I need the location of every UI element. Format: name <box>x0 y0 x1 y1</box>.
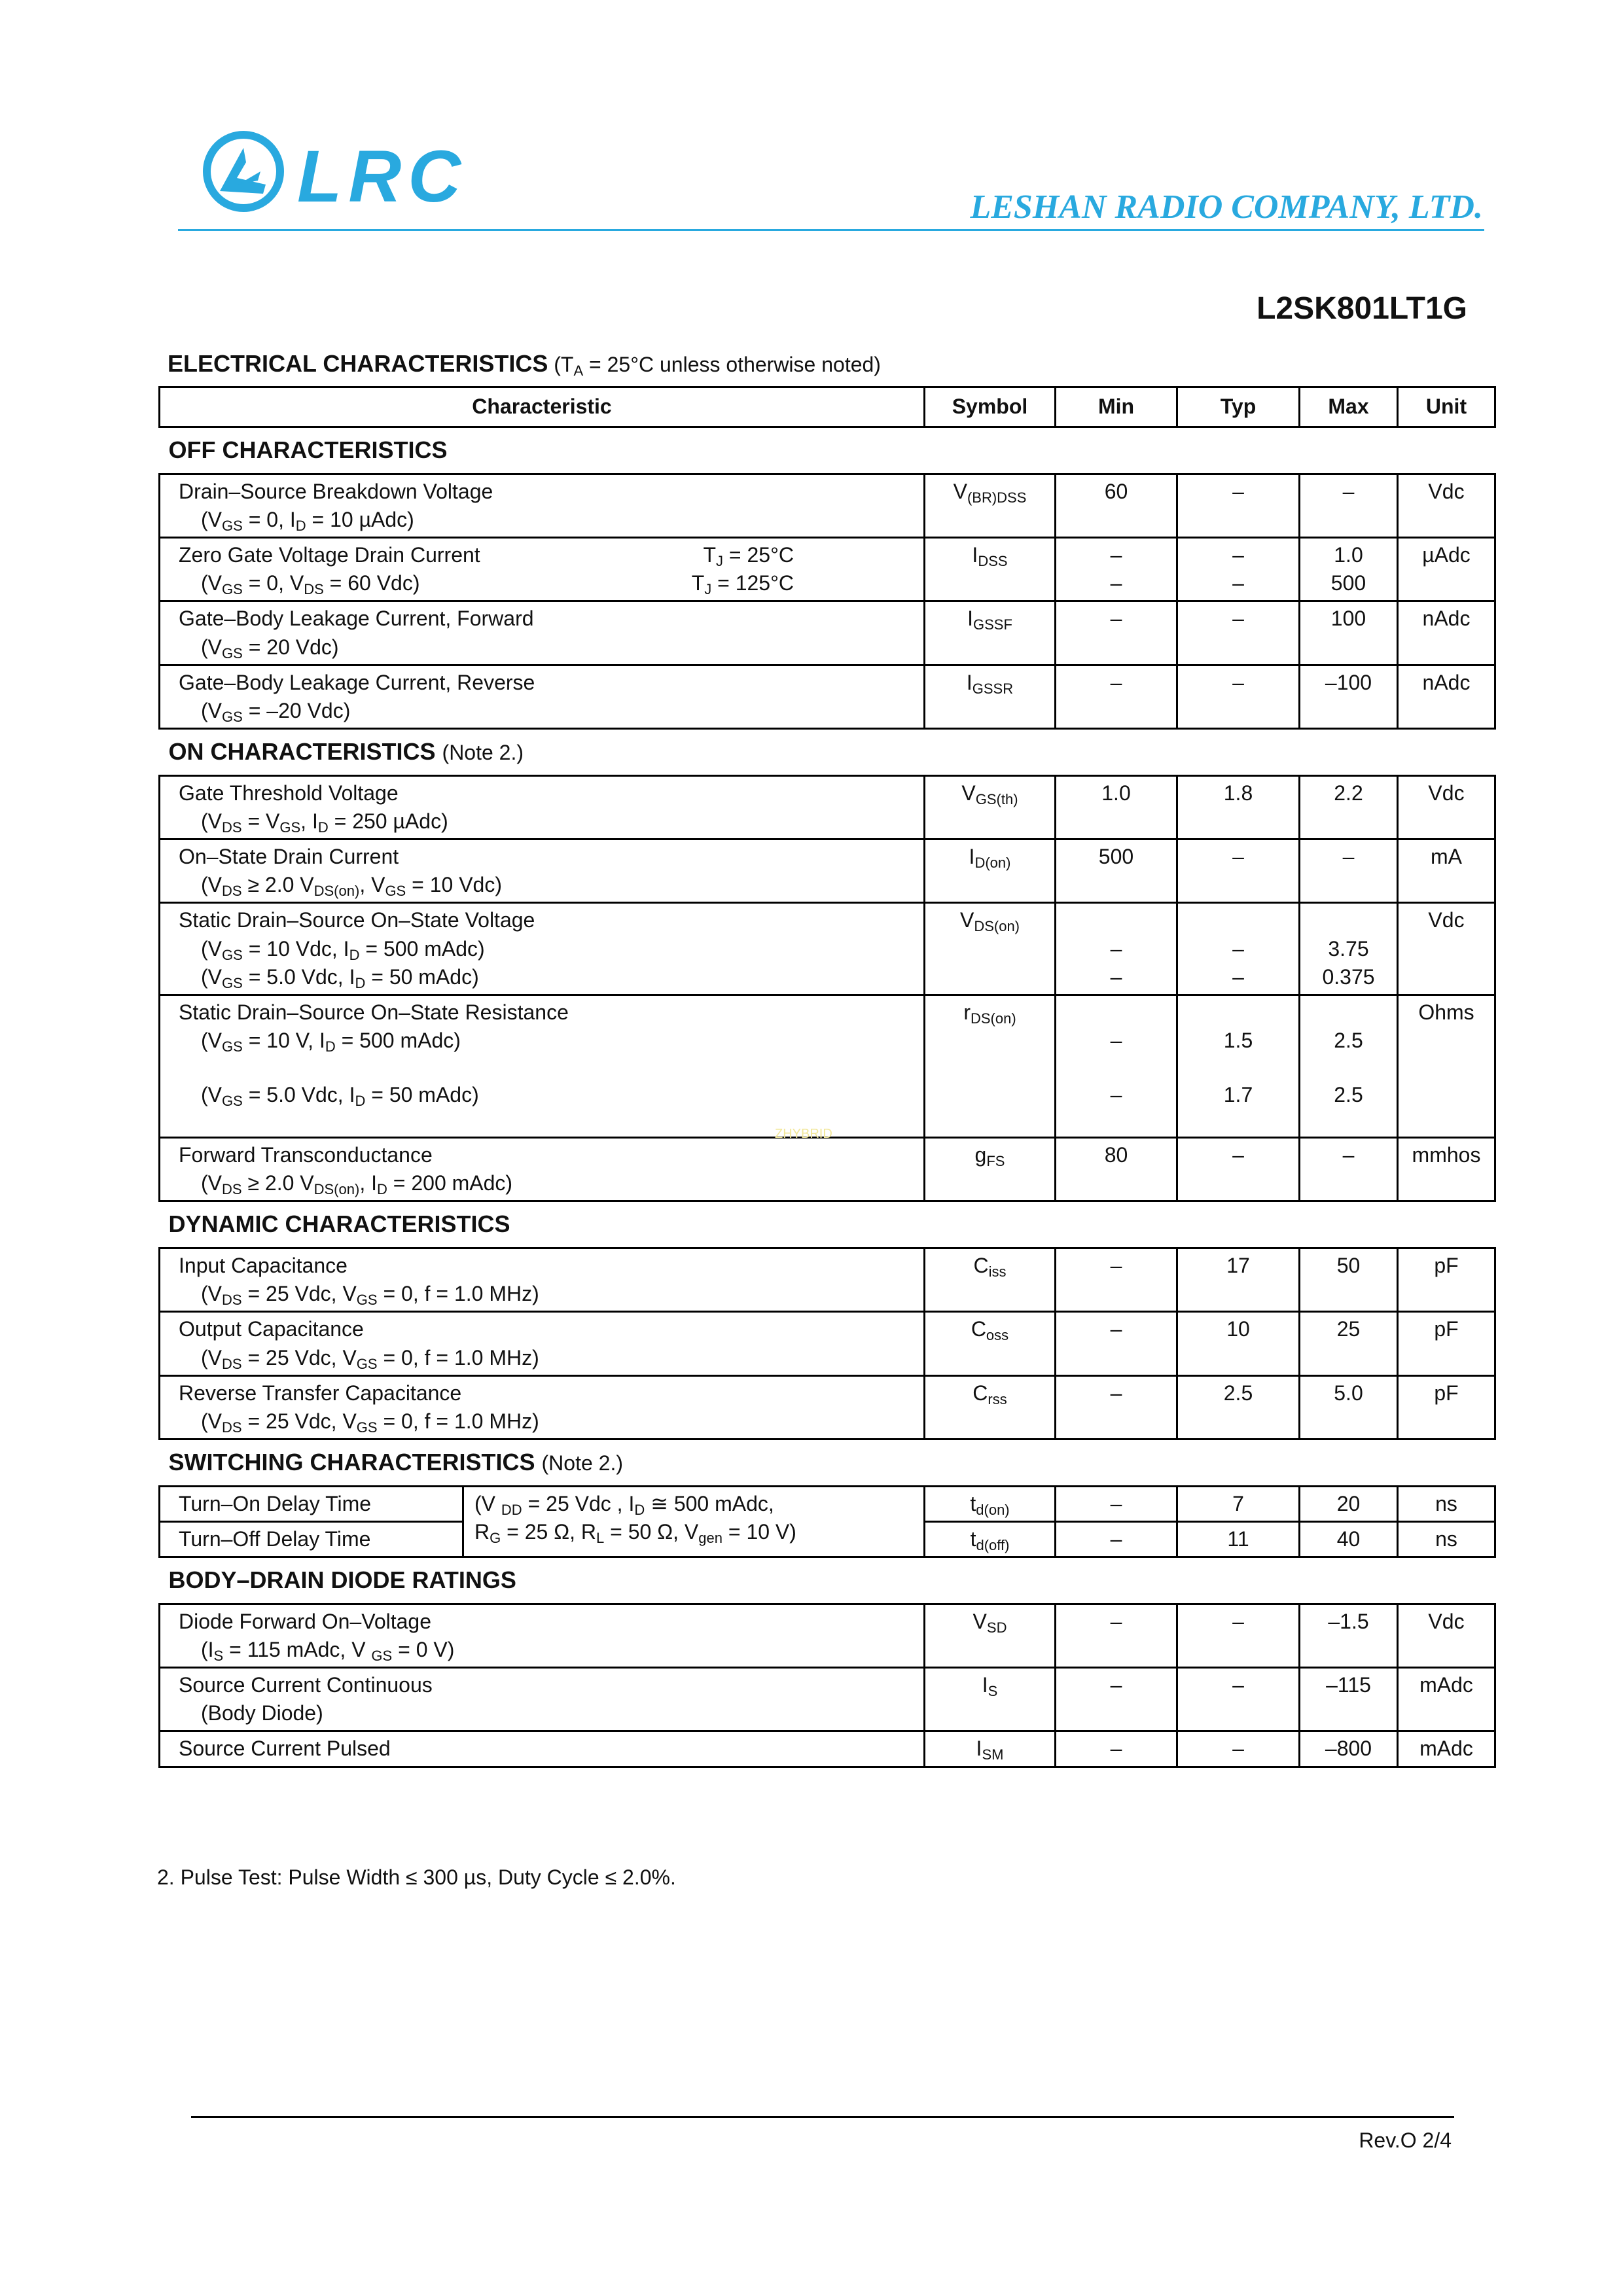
table-row: Source Current Continuous (Body Diode) $I_S$ – – –115 mAdc <box>160 1668 1495 1731</box>
table-row: Input Capacitance ($V_{DS} = 25$ Vdc, $V_{GS} = 0$, f = 1.0 MHz) $C_{iss}$ – 17 50 pF <box>160 1248 1495 1311</box>
table-row: Forward Transconductance ($V_{DS} \ge 2.0$ $V_{DS(on)}$, $I_D = 200$ mAdc) $g_{FS}$ 80 – – mmhos <box>160 1138 1495 1201</box>
section-off-characteristics: OFF CHARACTERISTICS <box>160 427 1495 474</box>
table-row: Output Capacitance ($V_{DS} = 25$ Vdc, $V_{GS} = 0$, f = 1.0 MHz) $C_{oss}$ – 10 25 pF <box>160 1312 1495 1375</box>
part-number: L2SK801LT1G <box>1257 291 1467 326</box>
footer-divider <box>191 2116 1454 2118</box>
revision-page-number: Rev.O 2/4 <box>1359 2128 1452 2152</box>
heading-condition: ($T_A = 25^\circ C$ unless otherwise noted) <box>554 353 881 379</box>
table-row: Gate–Body Leakage Current, Forward ($V_{GS} = 20$ Vdc) $I_{GSSF}$ – – 100 nAdc <box>160 601 1495 665</box>
electrical-characteristics-table <box>158 386 1481 1768</box>
watermark-text: ZHYBRID <box>775 1127 832 1141</box>
table-row: Diode Forward On–Voltage ($I_S = 115$ mAdc, V $_{GS}$ = 0 V) $V_{SD}$ – – –1.5 Vdc <box>160 1604 1495 1667</box>
table-row: Gate Threshold Voltage ($V_{DS} = V_{GS}$, $I_D = 250$ µAdc) $V_{GS(th)}$ 1.0 1.8 2.2 Vdc <box>160 775 1495 839</box>
table-row: Gate–Body Leakage Current, Reverse ($V_{GS} = -20$ Vdc) $I_{GSSR}$ – – –100 nAdc <box>160 665 1495 728</box>
table-row: Reverse Transfer Capacitance ($V_{DS} = 25$ Vdc, $V_{GS} = 0$, f = 1.0 MHz) $C_{rss}$ – 2.5 5.0 pF <box>160 1375 1495 1439</box>
section-body-drain-diode: BODY–DRAIN DIODE RATINGS <box>160 1557 1495 1604</box>
table-row: Static Drain–Source On–State Voltage ($V_{GS} = 10$ Vdc, $I_D = 500$ mAdc) ($V_{GS} = 5.0$ Vdc, $I_D = 50$ mAdc) $V_{DS(on)}$ – – – – 3.75 0.375 Vdc <box>160 903 1495 995</box>
company-name: LESHAN RADIO COMPANY, LTD. <box>970 188 1483 226</box>
table-row: $T_J = 25^\circ C$ $T_J = 125^\circ C$ Zero Gate Voltage Drain Current ($V_{GS} = 0$, $V_{DS} = 60$ Vdc) $I_{DSS}$ – – – – 1.0 500 µAdc <box>160 537 1495 601</box>
col-typ: Typ <box>1177 387 1300 427</box>
section-on-characteristics: ON CHARACTERISTICS (Note 2.) <box>160 729 1495 776</box>
col-min: Min <box>1056 387 1177 427</box>
table-row: Drain–Source Breakdown Voltage ($V_{GS} = 0$, $I_D = 10$ µAdc) $V_{(BR)DSS}$ 60 – – Vdc <box>160 474 1495 537</box>
lrc-logo <box>200 128 475 219</box>
col-characteristic: Characteristic <box>160 387 925 427</box>
col-max: Max <box>1300 387 1398 427</box>
section-switching-characteristics: SWITCHING CHARACTERISTICS (Note 2.) <box>160 1439 1495 1487</box>
table-row: Source Current Pulsed $I_{SM}$ – – –800 mAdc <box>160 1731 1495 1767</box>
logo-text: LRC <box>297 135 468 217</box>
header-divider <box>178 229 1484 231</box>
table-row: On–State Drain Current ($V_{DS} \ge 2.0$ $V_{DS(on)}$, $V_{GS} = 10$ Vdc) $I_{D(on)}$ 500 – – mA <box>160 839 1495 903</box>
table-row: Turn–On Delay Time (V $_{DD}$ = 25 Vdc , $I_D$ ≅ 500 mAdc, $R_G = 25$ Ω, $R_L = 50$ Ω, $V_{gen} = 10$ V) $t_{d(on)}$ – 7 20 ns <box>160 1486 1495 1521</box>
section-dynamic-characteristics: DYNAMIC CHARACTERISTICS <box>160 1201 1495 1248</box>
footnote: 2. Pulse Test: Pulse Width ≤ 300 µs, Duty Cycle ≤ 2.0%. <box>157 1865 676 1889</box>
table-row: Static Drain–Source On–State Resistance ($V_{GS} = 10$ V, $I_D = 500$ mAdc) ($V_{GS} = 5.0$ Vdc, $I_D = 50$ mAdc) $r_{DS(on)}$ – – 1.5 1.7 2.5 2.5 Ohms <box>160 995 1495 1138</box>
col-symbol: Symbol <box>925 387 1056 427</box>
col-unit: Unit <box>1398 387 1495 427</box>
table-header-row <box>160 387 1495 427</box>
heading-title: ELECTRICAL CHARACTERISTICS <box>168 350 548 377</box>
electrical-characteristics-heading <box>168 348 881 380</box>
table-row: Turn–Off Delay Time $t_{d(off)}$ – 11 40 ns <box>160 1521 1495 1557</box>
